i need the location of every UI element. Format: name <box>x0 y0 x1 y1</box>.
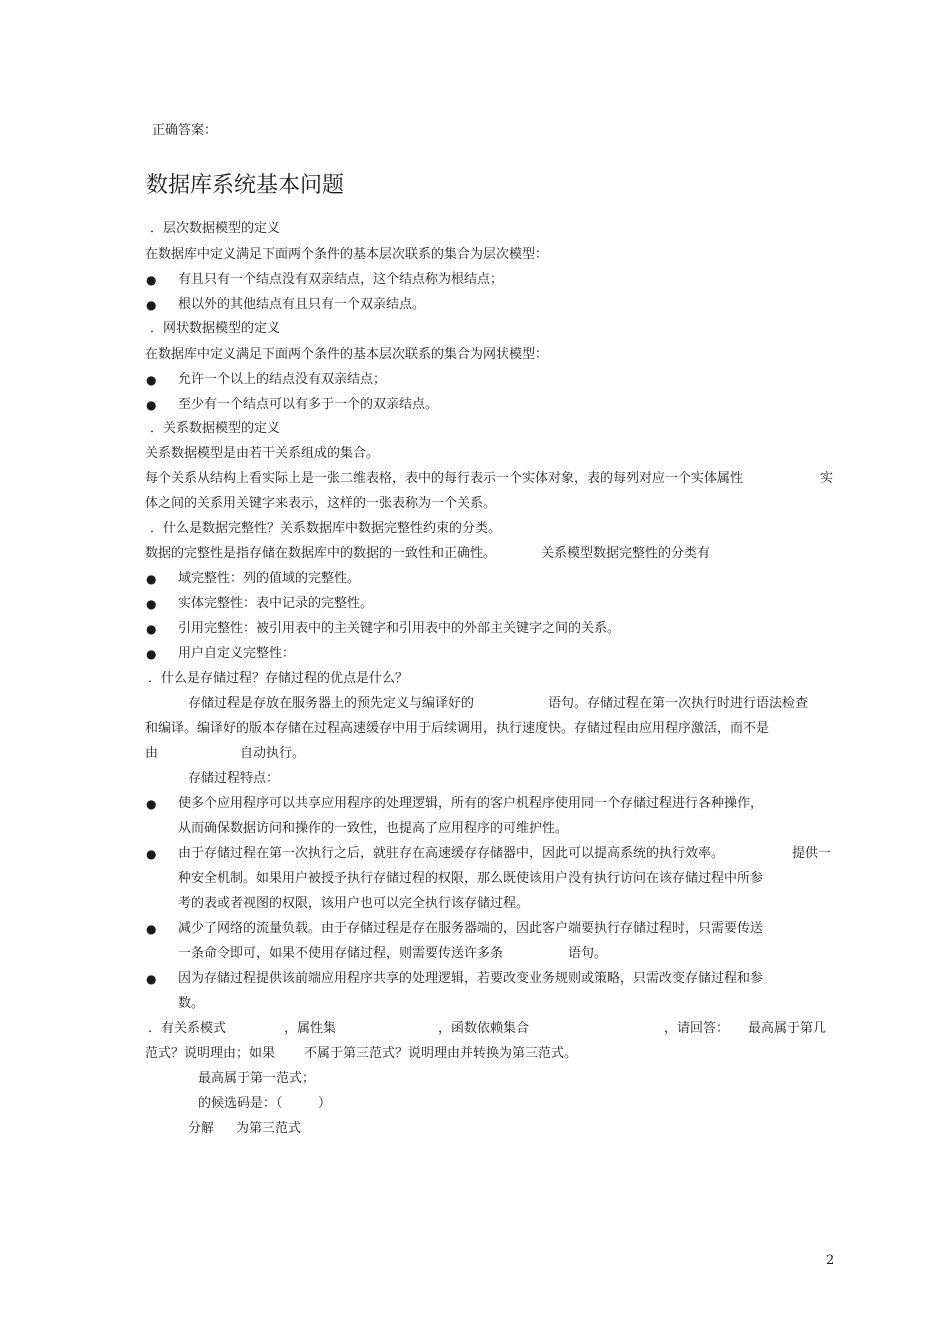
q1-item-2: 根以外的其他结点有且只有一个双亲结点。 <box>178 297 426 312</box>
bullet-icon: ● <box>146 922 157 936</box>
q5-para-1e: 自动执行。 <box>240 746 306 761</box>
q6-answer-3a: 分解 <box>188 1121 215 1136</box>
q4-item-4: 用户自定义完整性： <box>178 646 296 661</box>
bullet-icon: ● <box>146 298 157 312</box>
bullet-icon: ● <box>146 797 157 811</box>
q4-item-3: 引用完整性：被引用表中的主关键字和引用表中的外部主关键字之间的关系。 <box>178 621 621 636</box>
q5-item-1b: 从而确保数据访问和操作的一致性，也提高了应用程序的可维护性。 <box>178 821 569 836</box>
q5-item-2a: 由于存储过程在第一次执行之后，就驻存在高速缓存存储器中，因此可以提高系统的执行效率。 <box>178 846 725 861</box>
q5-features-label: 存储过程特点： <box>188 771 280 786</box>
q5-item-2a-tail: 提供一 <box>792 846 832 861</box>
q6-seg-4: ，请回答： <box>664 1021 730 1036</box>
bullet-icon: ● <box>146 847 157 861</box>
q6-answer-2-tail: ） <box>318 1096 332 1111</box>
q5-item-4a: 因为存储过程提供该前端应用程序共享的处理逻辑，若要改变业务规则或策略，只需改变存储过程和参 <box>178 971 764 986</box>
q2-intro: 在数据库中定义满足下面两个条件的基本层次联系的集合为网状模型： <box>145 347 549 362</box>
q4-item-1: 域完整性：列的值域的完整性。 <box>178 571 361 586</box>
q5-heading: ．什么是存储过程？存储过程的优点是什么？ <box>148 671 409 686</box>
q6-seg-5: 最高属于第几 <box>748 1021 827 1036</box>
q5-para-1d: 由 <box>145 746 159 761</box>
q5-para-1c: 和编译。编译好的版本存储在过程高速缓存中用于后续调用，执行速度快。存储过程由应用程序激活，而不是 <box>145 721 770 736</box>
q5-item-3b-tail: 语句。 <box>568 946 608 961</box>
bullet-icon: ● <box>146 972 157 986</box>
q6-seg-1: ．有关系模式 <box>148 1021 227 1036</box>
bullet-icon: ● <box>146 597 157 611</box>
page-number: 2 <box>826 1253 835 1268</box>
bullet-icon: ● <box>146 622 157 636</box>
q5-item-3b: 一条命令即可，如果不使用存储过程，则需要传送许多条 <box>178 946 504 961</box>
q3-line-1: 关系数据模型是由若干关系组成的集合。 <box>145 446 380 461</box>
q6-answer-2: 的候选码是：（ <box>198 1096 283 1111</box>
q5-para-1a: 存储过程是存放在服务器上的预先定义与编译好的 <box>188 696 475 711</box>
bullet-icon: ● <box>146 398 157 412</box>
q2-item-2: 至少有一个结点可以有多于一个的双亲结点。 <box>178 397 439 412</box>
q3-heading: ．关系数据模型的定义 <box>150 421 281 436</box>
q1-intro: 在数据库中定义满足下面两个条件的基本层次联系的集合为层次模型： <box>145 247 549 262</box>
page-title: 数据库系统基本问题 <box>146 173 345 198</box>
q6-seg-2: ，属性集 <box>284 1021 337 1036</box>
q5-item-1a: 使多个应用程序可以共享应用程序的处理逻辑，所有的客户机程序使用同一个存储过程进行各种操作， <box>178 796 764 811</box>
bullet-icon: ● <box>146 373 157 387</box>
bullet-icon: ● <box>146 647 157 661</box>
q5-item-2c: 考的表或者视图的权限，该用户也可以完全执行该存储过程。 <box>178 896 530 911</box>
q5-item-2b: 种安全机制。如果用户被授予执行存储过程的权限，那么既使该用户没有执行访问在该存储过程中所参 <box>178 871 764 886</box>
q1-item-1: 有且只有一个结点没有双亲结点，这个结点称为根结点； <box>178 272 504 287</box>
q4-intro-tail: 关系模型数据完整性的分类有 <box>541 546 711 561</box>
q4-item-2: 实体完整性：表中记录的完整性。 <box>178 596 374 611</box>
q6-answer-1: 最高属于第一范式； <box>198 1071 316 1086</box>
q1-heading: ．层次数据模型的定义 <box>150 221 281 236</box>
q6-seg-3: ，函数依赖集合 <box>438 1021 530 1036</box>
q5-item-4b: 数。 <box>178 996 205 1011</box>
q2-item-1: 允许一个以上的结点没有双亲结点； <box>178 372 387 387</box>
q3-line-2: 每个关系从结构上看实际上是一张二维表格，表中的每行表示一个实体对象，表的每列对应一个实体属性 <box>145 471 744 486</box>
q6-line-2a: 范式？说明理由；如果 <box>145 1046 276 1061</box>
q4-heading: ．什么是数据完整性？关系数据库中数据完整性约束的分类。 <box>150 521 502 536</box>
q6-answer-3b: 为第三范式 <box>236 1121 302 1136</box>
q6-line-2b: 不属于第三范式？说明理由并转换为第三范式。 <box>304 1046 578 1061</box>
q2-heading: ．网状数据模型的定义 <box>150 321 281 336</box>
answer-label: 正确答案： <box>152 123 218 138</box>
q3-line-2-tail: 实 <box>820 471 834 486</box>
q5-para-1b: 语句。存储过程在第一次执行时进行语法检查 <box>548 696 809 711</box>
bullet-icon: ● <box>146 273 157 287</box>
q5-item-3a: 减少了网络的流量负载。由于存储过程是存在服务器端的，因此客户端要执行存储过程时，只需要传送 <box>178 921 764 936</box>
q4-intro: 数据的完整性是指存储在数据库中的数据的一致性和正确性。 <box>145 546 497 561</box>
q3-line-3: 体之间的关系用关键字来表示，这样的一张表称为一个关系。 <box>145 496 497 511</box>
bullet-icon: ● <box>146 572 157 586</box>
